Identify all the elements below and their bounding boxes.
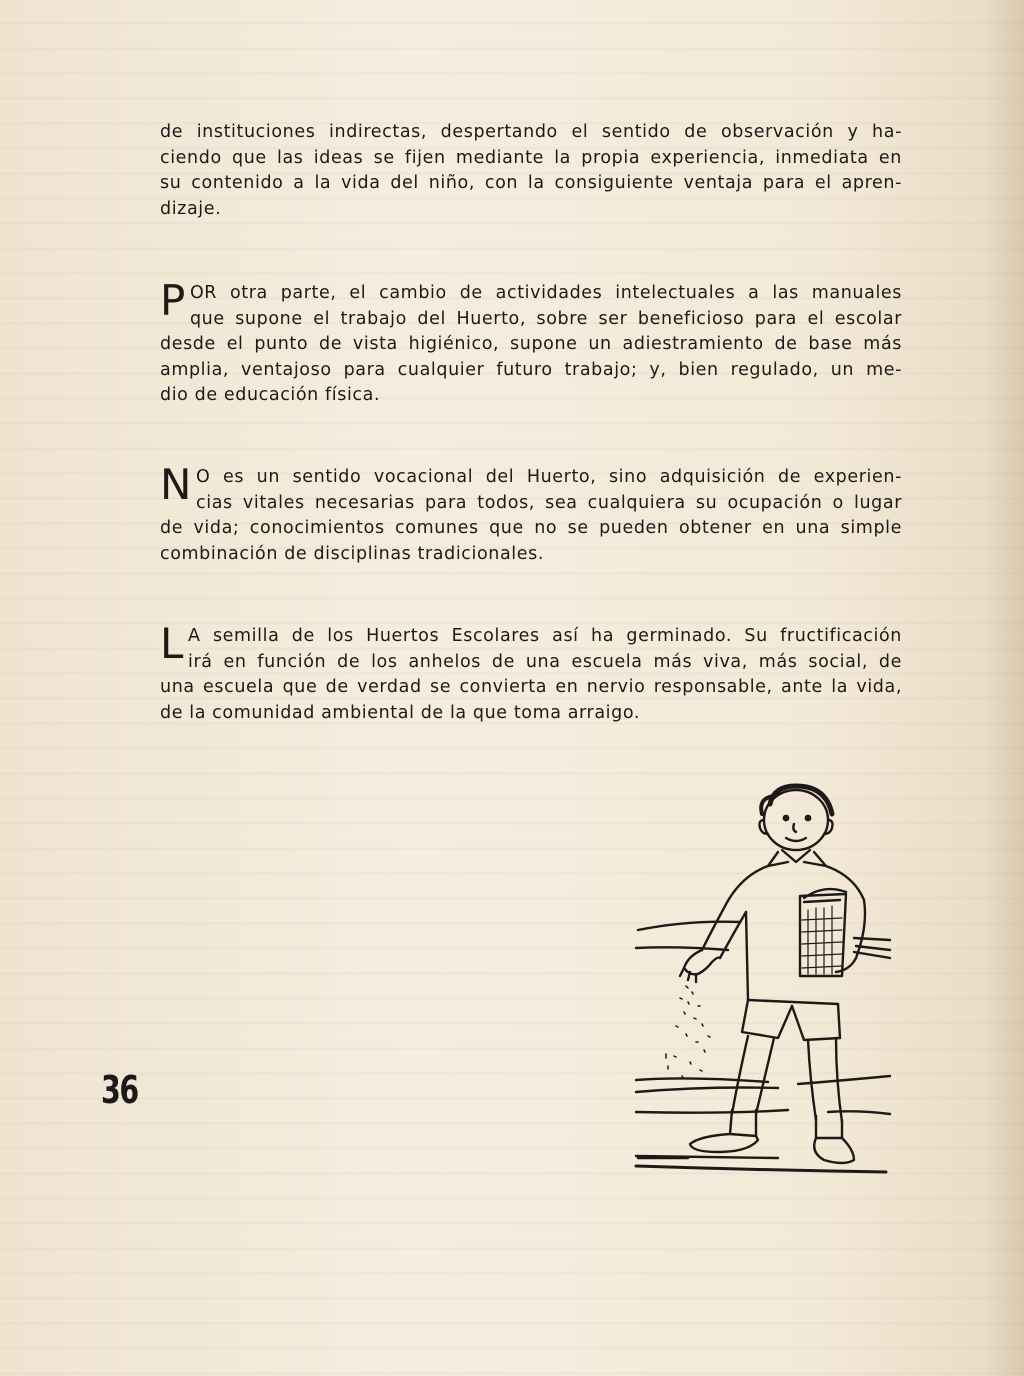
paragraph-line: de instituciones indirectas, despertando el sentido de observación y ha- [160,122,902,142]
paragraph-line: OR otra parte, el cambio de actividades intelectuales a las manuales [189,283,902,303]
paragraph-3 [160,460,902,567]
paragraph-line: desde el punto de vista higiénico, supone un adiestramiento de base más [160,334,902,354]
drop-cap: L [160,619,184,668]
paragraph-line: O es un sentido vocacional del Huerto, sino adquisición de experien- [196,467,902,487]
paragraph-4 [160,619,902,726]
paragraph-line: irá en función de los anhelos de una escuela más viva, más social, de [188,651,902,672]
paragraph-line: cias vitales necesarias para todos, sea cualquiera su ocupación o lugar [196,492,902,513]
paragraph-2 [160,276,902,409]
paragraph-line: de la comunidad ambiental de la que toma arraigo. [160,702,640,723]
paragraph-line: ciendo que las ideas se fijen mediante la propia experiencia, inmediata en [160,147,902,168]
paragraph-line: A semilla de los Huertos Escolares así ha germinado. Su fructificación [188,626,902,646]
page-edge-shadow [984,0,1024,1376]
paragraph-line: combinación de disciplinas tradicionales. [160,543,545,564]
paragraph-line: que supone el trabajo del Huerto, sobre ser beneficioso para el escolar [189,308,902,329]
paragraph-line: dizaje. [160,198,222,219]
paragraph-line: dio de educación física. [160,385,381,405]
page-number: 36 [101,1068,138,1112]
paragraph-line: una escuela que de verdad se convierta en nervio responsable, ante la vida, [160,677,902,697]
paragraph-line: amplia, ventajoso para cualquier futuro trabajo; y, bien regulado, un me- [160,359,902,380]
paragraph-line: su contenido a la vida del niño, con la consiguiente ventaja para el apren- [160,173,902,193]
drop-cap: N [160,460,193,509]
drop-cap: P [160,276,186,325]
paragraph-1 [160,120,902,222]
paragraph-line: de vida; conocimientos comunes que no se pueden obtener en una simple [160,518,902,538]
boy-sowing-seeds-illustration [628,780,892,1180]
